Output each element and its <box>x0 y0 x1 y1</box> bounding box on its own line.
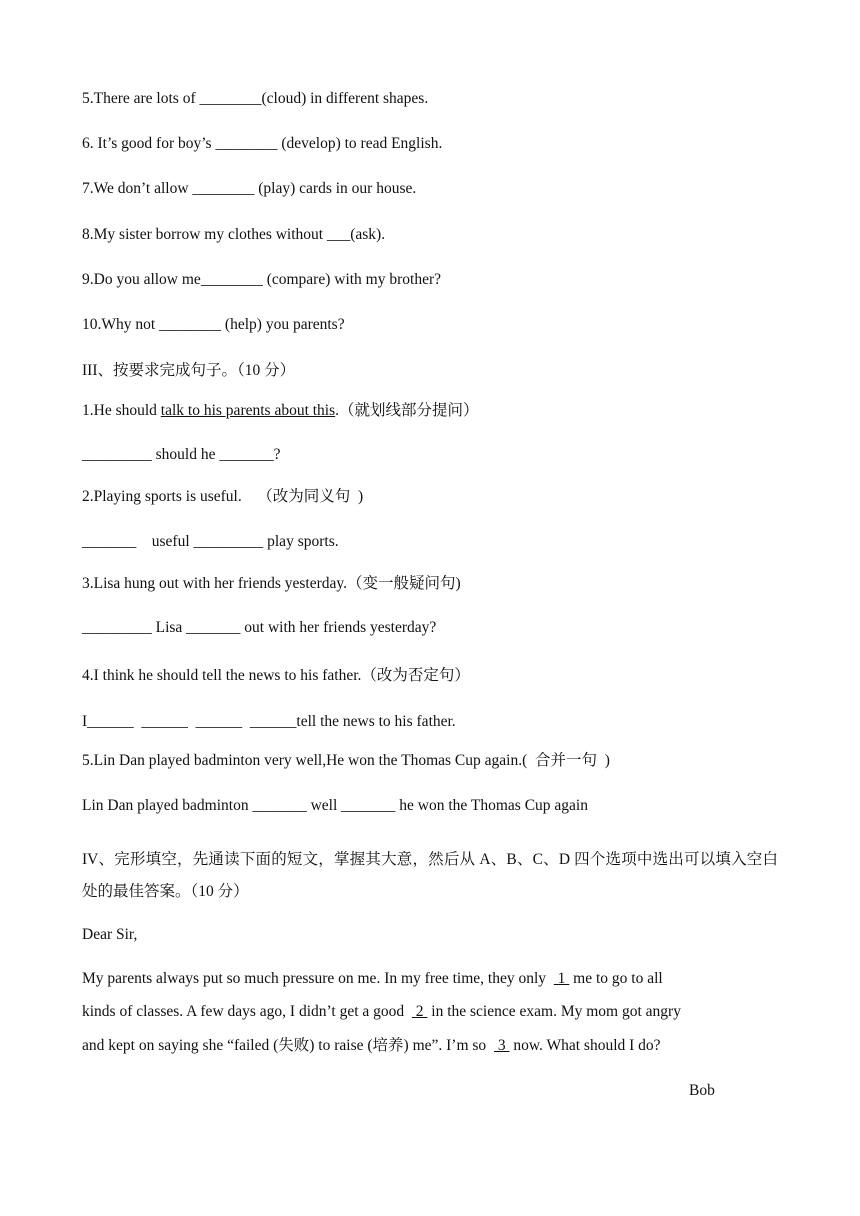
exercise-item-7: 7.We don’t allow ________ (play) cards in our house. <box>82 180 417 197</box>
letter-line-1 <box>82 969 778 989</box>
blank-2: 2 <box>411 1003 428 1020</box>
exercise-item-10: 10.Why not ________ (help) you parents? <box>82 316 345 333</box>
question-1-suffix: .（就划线部分提问） <box>335 402 479 419</box>
letter-line-1-start: My parents always put so much pressure on me. In my free time, they only <box>82 970 554 987</box>
letter-line-2 <box>82 1002 778 1022</box>
answer-1: _________ should he _______? <box>82 446 281 463</box>
exercise-item-5: 5.There are lots of ________(cloud) in different shapes. <box>82 90 429 107</box>
letter-line-3-start: and kept on saying she “failed (失败) to raise (培养) me”. I’m so <box>82 1037 494 1054</box>
question-4: 4.I think he should tell the news to his father.（改为否定句） <box>82 667 470 684</box>
question-1-prefix: 1.He should <box>82 402 161 419</box>
exercise-item-6: 6. It’s good for boy’s ________ (develop) to read English. <box>82 135 443 152</box>
letter-line-3 <box>82 1036 778 1056</box>
letter-line-2-start: kinds of classes. A few days ago, I didn’t get a good <box>82 1003 412 1020</box>
question-1-underlined: talk to his parents about this <box>160 402 336 419</box>
section-heading-iv: IV、完形填空，先通读下面的短文，掌握其大意，然后从 A、B、C、D 四个选项中选出可以填入空白处的最佳答案。（10 分） <box>82 851 778 900</box>
letter-line-2-end: in the science exam. My mom got angry <box>427 1003 681 1020</box>
letter-line-3-end: now. What should I do? <box>509 1037 661 1054</box>
letter-line-1-end: me to go to all <box>569 970 663 987</box>
question-2: 2.Playing sports is useful. （改为同义句 ) <box>82 488 364 505</box>
answer-2: _______ useful _________ play sports. <box>82 533 339 550</box>
letter-signature: Bob <box>689 1082 715 1099</box>
question-3: 3.Lisa hung out with her friends yesterday.（变一般疑问句) <box>82 575 461 592</box>
answer-4: I______ ______ ______ ______tell the news to his father. <box>82 713 456 730</box>
answer-3: _________ Lisa _______ out with her friends yesterday? <box>82 619 437 636</box>
blank-1: 1 <box>553 970 570 987</box>
letter-greeting: Dear Sir, <box>82 926 138 943</box>
section-heading-iii: III、按要求完成句子。（10 分） <box>82 362 296 379</box>
blank-3: 3 <box>493 1037 510 1054</box>
exercise-item-9: 9.Do you allow me________ (compare) with my brother? <box>82 271 441 288</box>
answer-5: Lin Dan played badminton _______ well _______ he won the Thomas Cup again <box>82 797 588 814</box>
question-5: 5.Lin Dan played badminton very well,He won the Thomas Cup again.( 合并一句 ) <box>82 752 610 769</box>
question-1 <box>82 401 778 421</box>
exercise-item-8: 8.My sister borrow my clothes without ___(ask). <box>82 226 386 243</box>
